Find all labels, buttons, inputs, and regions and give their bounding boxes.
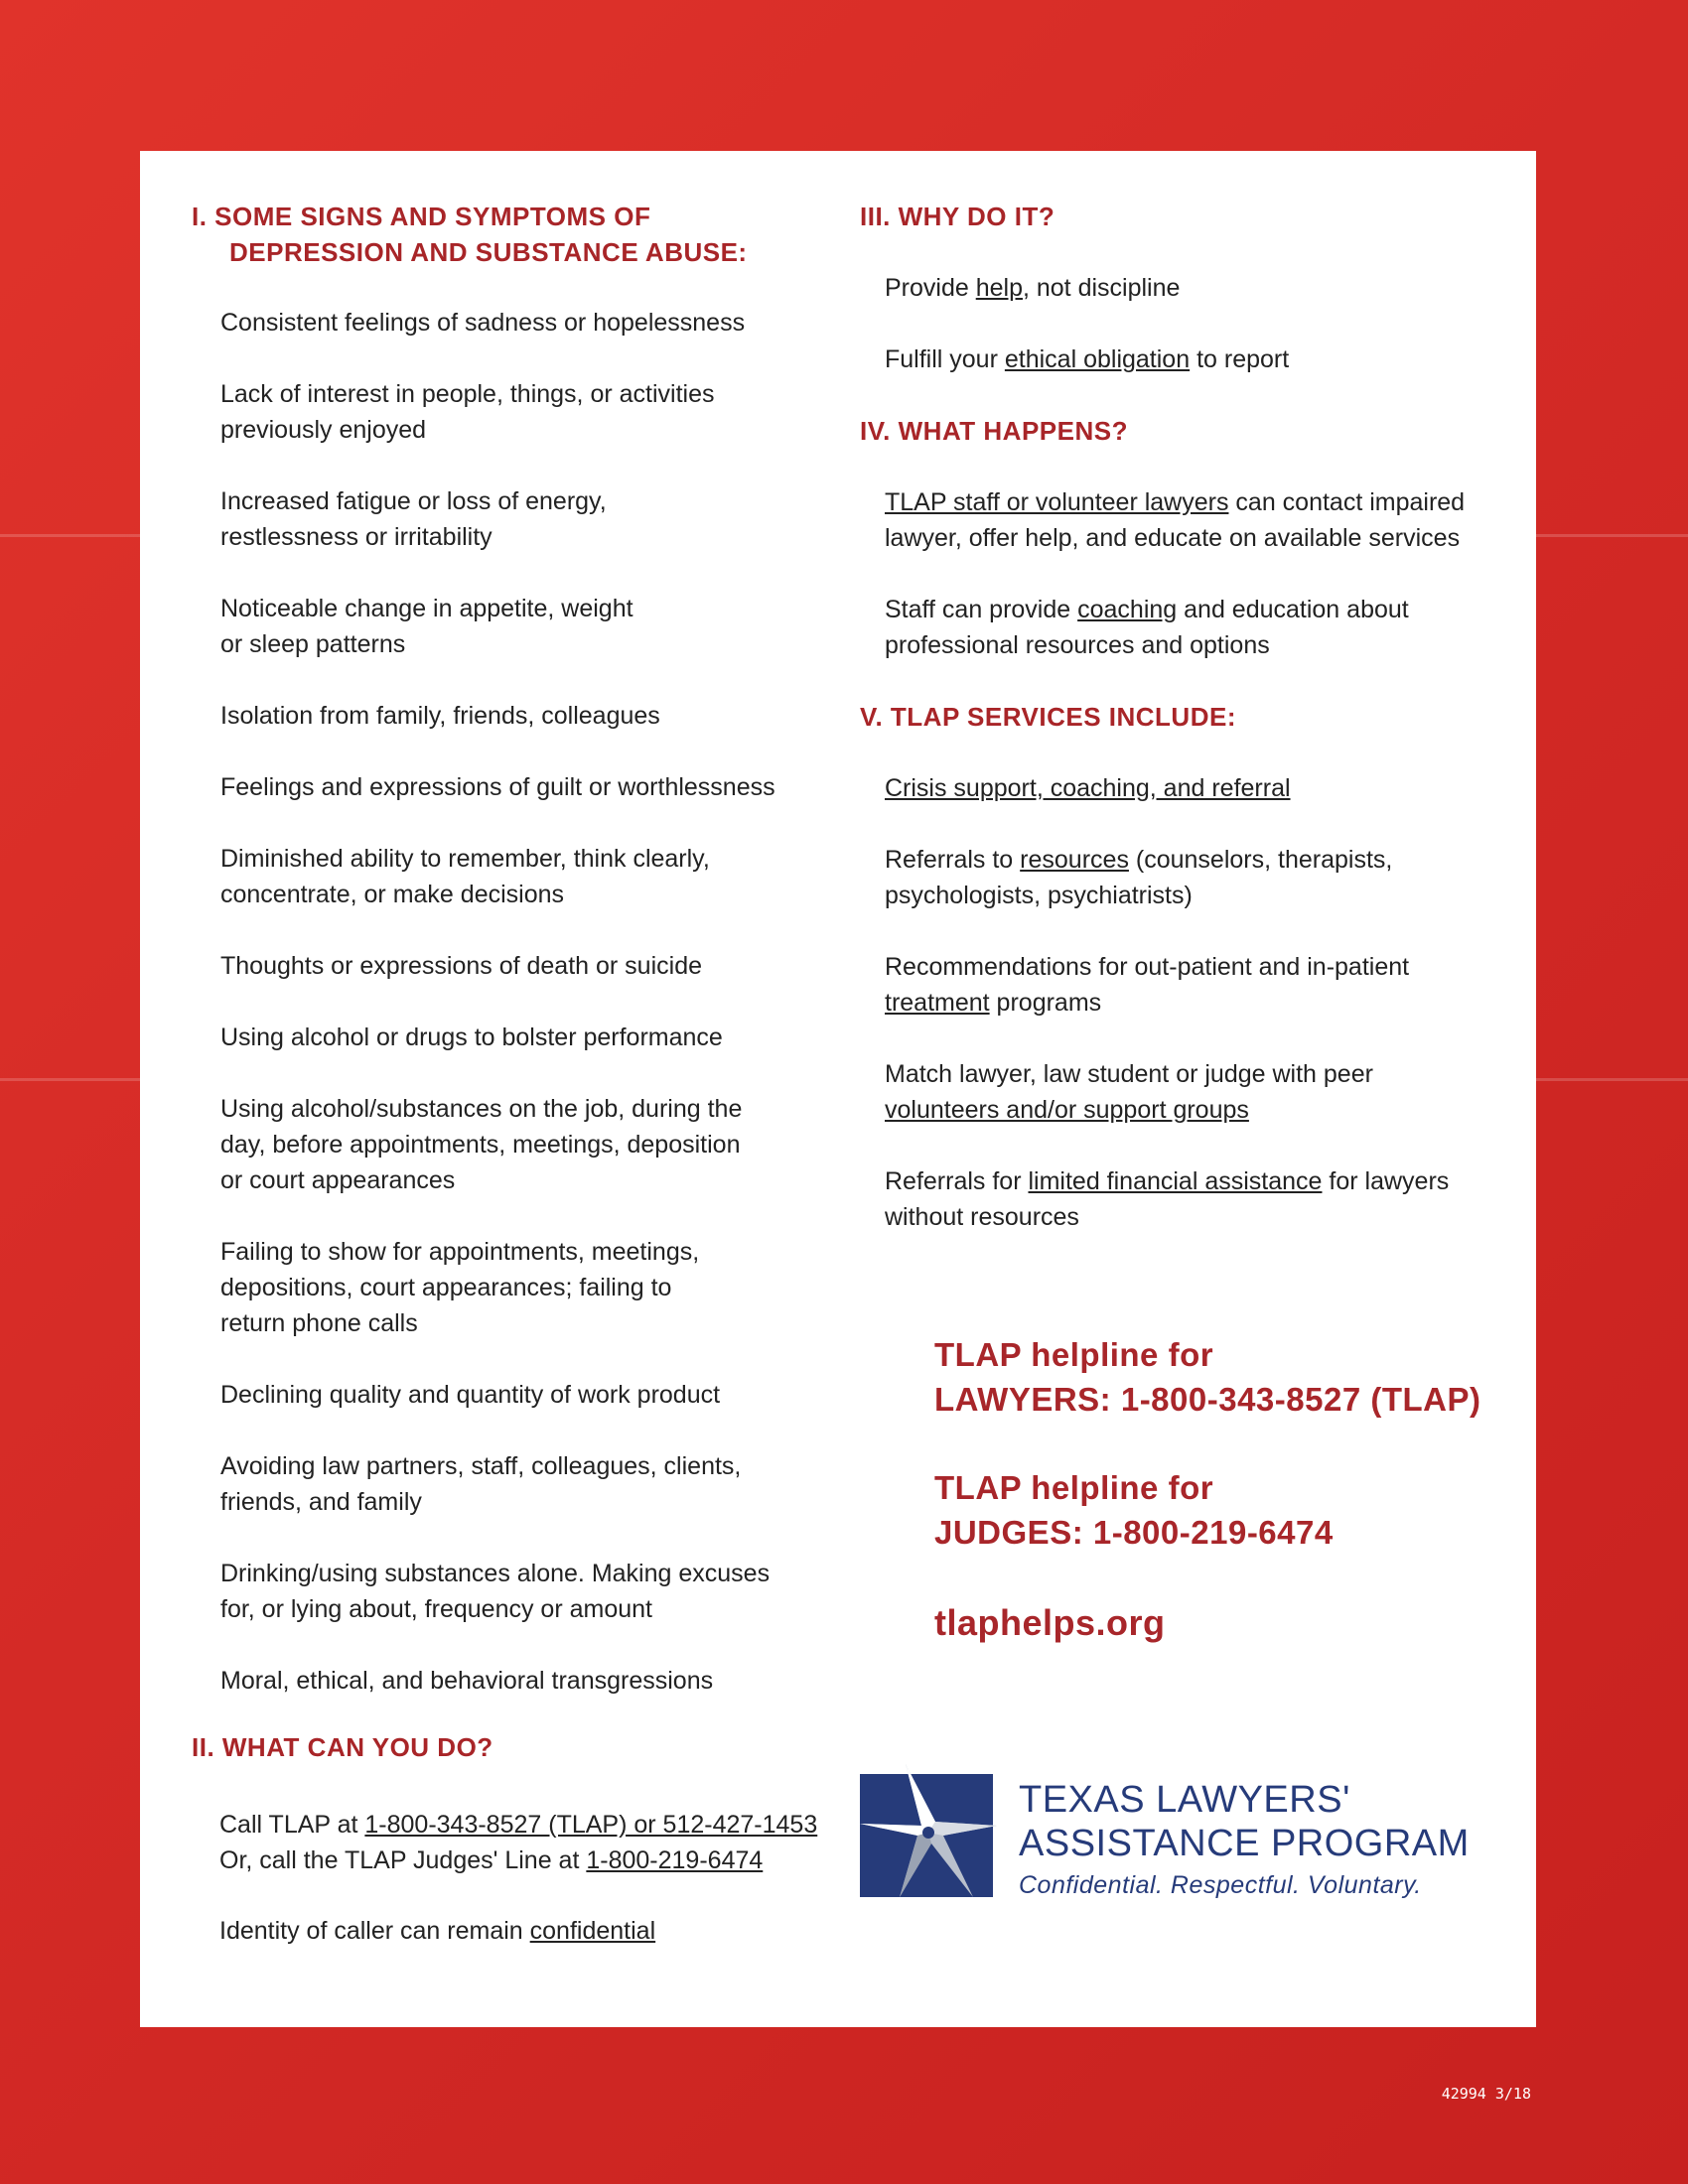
logo-tagline: Confidential. Respectful. Voluntary. <box>1019 1871 1422 1899</box>
symptom-item <box>220 1448 836 1520</box>
referrals-resources-item: Referrals to resources (counselors, therapists, psychologists, psychiatrists) <box>885 846 1393 909</box>
section-2-heading: II. WHAT CAN YOU DO? <box>192 1732 493 1762</box>
symptom-line: Lack of interest in people, things, or activities <box>220 380 715 408</box>
symptom-item <box>220 1377 836 1413</box>
symptom-line: return phone calls <box>220 1309 418 1337</box>
logo-title-line2: ASSISTANCE PROGRAM <box>1019 1823 1470 1864</box>
crisis-support-item: Crisis support, coaching, and referral <box>885 774 1291 802</box>
symptom-item <box>220 948 836 984</box>
symptom-item <box>220 1663 836 1699</box>
symptom-item <box>220 305 836 341</box>
judges-helpline: TLAP helpline for JUDGES: 1-800-219-6474 <box>934 1469 1334 1551</box>
symptom-line: Increased fatigue or loss of energy, <box>220 487 607 515</box>
symptom-line: concentrate, or make decisions <box>220 881 565 908</box>
symptom-item <box>220 483 836 555</box>
website-link[interactable]: tlaphelps.org <box>934 1602 1166 1643</box>
symptom-line: Feelings and expressions of guilt or worthlessness <box>220 773 775 801</box>
lawyers-helpline: TLAP helpline for LAWYERS: 1-800-343-8527 (TLAP) <box>934 1336 1481 1418</box>
tlap-phone-link[interactable]: 1-800-343-8527 (TLAP) or 512-427-1453 <box>364 1811 818 1839</box>
symptom-line: Moral, ethical, and behavioral transgressions <box>220 1667 714 1695</box>
symptom-line: for, or lying about, frequency or amount <box>220 1595 652 1623</box>
symptom-line: Consistent feelings of sadness or hopelessness <box>220 309 746 337</box>
symptom-line: friends, and family <box>220 1488 422 1516</box>
symptom-item <box>220 769 836 805</box>
coaching-item: Staff can provide coaching and education about professional resources and options <box>885 596 1409 659</box>
financial-assistance-item: Referrals for limited financial assistance for lawyers without resources <box>885 1167 1450 1231</box>
symptom-line: restlessness or irritability <box>220 523 492 551</box>
call-item: Call TLAP at 1-800-343-8527 (TLAP) or 512-427-1453 Or, call the TLAP Judges' Line at 1-800-219-6474 <box>219 1811 818 1874</box>
section-1-heading-line1: I. SOME SIGNS AND SYMPTOMS OF <box>192 202 651 231</box>
ethical-obligation-item: Fulfill your ethical obligation to report <box>885 345 1290 373</box>
symptom-line: Drinking/using substances alone. Making excuses <box>220 1560 771 1587</box>
logo-title-line1: TEXAS LAWYERS' <box>1019 1779 1350 1821</box>
provide-help-item: Provide help, not discipline <box>885 274 1181 302</box>
texas-star-icon <box>860 1764 997 1897</box>
symptom-item <box>220 591 836 662</box>
confidential-link: confidential <box>529 1917 656 1945</box>
print-code: 42994 3/18 <box>1441 2085 1531 2103</box>
section-1-heading <box>192 199 827 270</box>
symptom-item <box>220 1091 836 1198</box>
symptom-item <box>220 376 836 448</box>
symptom-line: day, before appointments, meetings, deposition <box>220 1131 741 1159</box>
section-3-heading: III. WHY DO IT? <box>860 202 1055 231</box>
judges-line-link[interactable]: 1-800-219-6474 <box>586 1846 764 1874</box>
symptom-item <box>220 1020 836 1055</box>
identity-item: Identity of caller can remain confidential <box>219 1917 656 1945</box>
peer-match-item: Match lawyer, law student or judge with peer volunteers and/or support groups <box>885 1060 1373 1124</box>
symptom-line: Thoughts or expressions of death or suicide <box>220 952 702 980</box>
section-5-heading: V. TLAP SERVICES INCLUDE: <box>860 702 1236 732</box>
symptom-line: Failing to show for appointments, meetings, <box>220 1238 700 1266</box>
symptom-item <box>220 841 836 912</box>
symptom-line: depositions, court appearances; failing to <box>220 1274 672 1301</box>
flyer-panel <box>140 151 1536 2027</box>
symptom-item <box>220 698 836 734</box>
symptom-line: Avoiding law partners, staff, colleagues, clients, <box>220 1452 742 1480</box>
symptom-line: or sleep patterns <box>220 630 406 658</box>
symptom-line: Declining quality and quantity of work product <box>220 1381 721 1409</box>
symptom-line: or court appearances <box>220 1166 456 1194</box>
tlap-logo <box>860 1764 1515 1903</box>
symptom-line: Using alcohol/substances on the job, during the <box>220 1095 743 1123</box>
symptom-item <box>220 1234 836 1341</box>
staff-contact-item: TLAP staff or volunteer lawyers can contact impaired lawyer, offer help, and educate on available services <box>885 488 1466 552</box>
symptom-item <box>220 1556 836 1627</box>
section-4-heading: IV. WHAT HAPPENS? <box>860 416 1128 446</box>
symptom-line: Isolation from family, friends, colleagues <box>220 702 660 730</box>
symptom-line: Noticeable change in appetite, weight <box>220 595 633 622</box>
symptom-line: Diminished ability to remember, think clearly, <box>220 845 710 873</box>
treatment-item: Recommendations for out-patient and in-patient treatment programs <box>885 953 1410 1017</box>
section-1-heading-line2: DEPRESSION AND SUBSTANCE ABUSE: <box>229 237 748 267</box>
symptom-line: Using alcohol or drugs to bolster performance <box>220 1024 723 1051</box>
symptoms-list <box>220 305 836 1734</box>
symptom-line: previously enjoyed <box>220 416 427 444</box>
